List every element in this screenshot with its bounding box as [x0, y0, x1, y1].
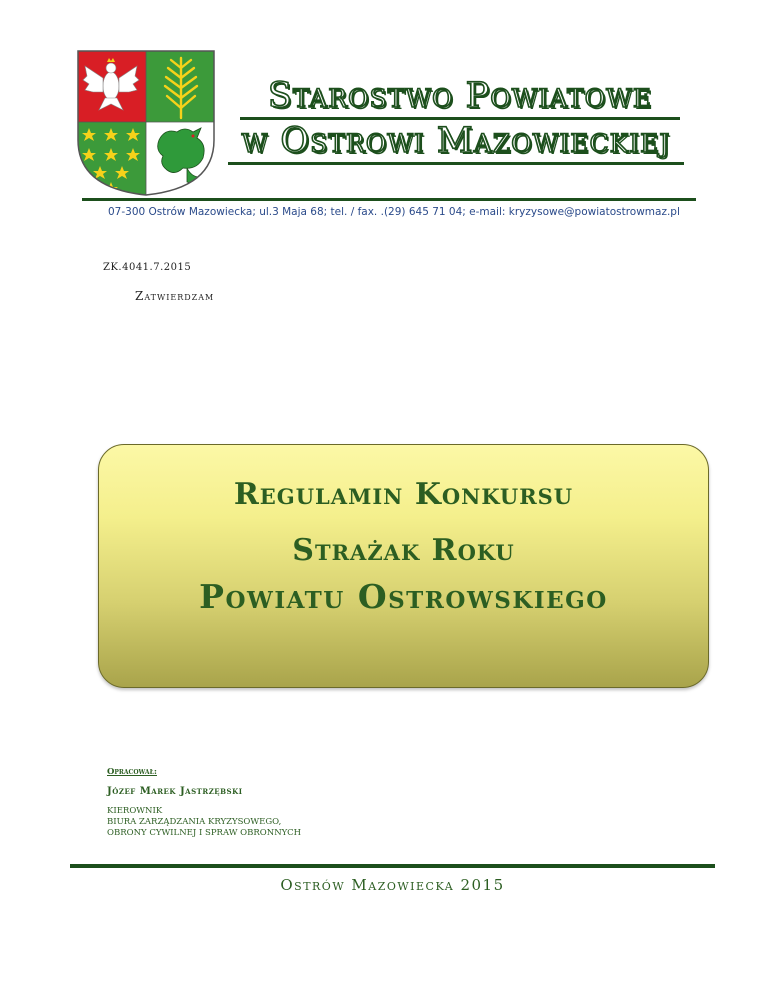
office-title-line2: w Ostrowi Mazowieckiej — [228, 120, 684, 165]
box-title-line1: Regulamin Konkursu — [233, 477, 574, 512]
author-position — [107, 806, 301, 839]
position-line: BIURA ZARZĄDZANIA KRYZYSOWEGO, — [107, 817, 282, 827]
position-line: KIEROWNIK — [107, 806, 163, 816]
approval-label: Zatwierdzam — [135, 289, 215, 303]
document-reference: ZK.4041.7.2015 — [103, 262, 192, 273]
box-title-line3: Powiatu Ostrowskiego — [199, 577, 608, 616]
office-title-line1: Starostwo Powiatowe — [240, 75, 680, 120]
footer-divider — [70, 864, 715, 868]
title-box — [98, 444, 709, 688]
author-name: Józef Marek Jastrzębski — [107, 786, 243, 797]
footer-place-year: Ostrów Mazowiecka 2015 — [280, 876, 505, 894]
box-title-line2: Strażak Roku — [292, 533, 515, 568]
county-coat-of-arms-icon — [75, 48, 217, 198]
header-divider — [82, 198, 696, 201]
prepared-by-label: Opracował: — [107, 767, 157, 777]
position-line: OBRONY CYWILNEJ I SPRAW OBRONNYCH — [107, 828, 302, 838]
office-address: 07-300 Ostrów Mazowiecka; ul.3 Maja 68; tel. / fax. .(29) 645 71 04; e-mail: kryzysowe@powiatostrowmaz.pl — [108, 206, 680, 218]
